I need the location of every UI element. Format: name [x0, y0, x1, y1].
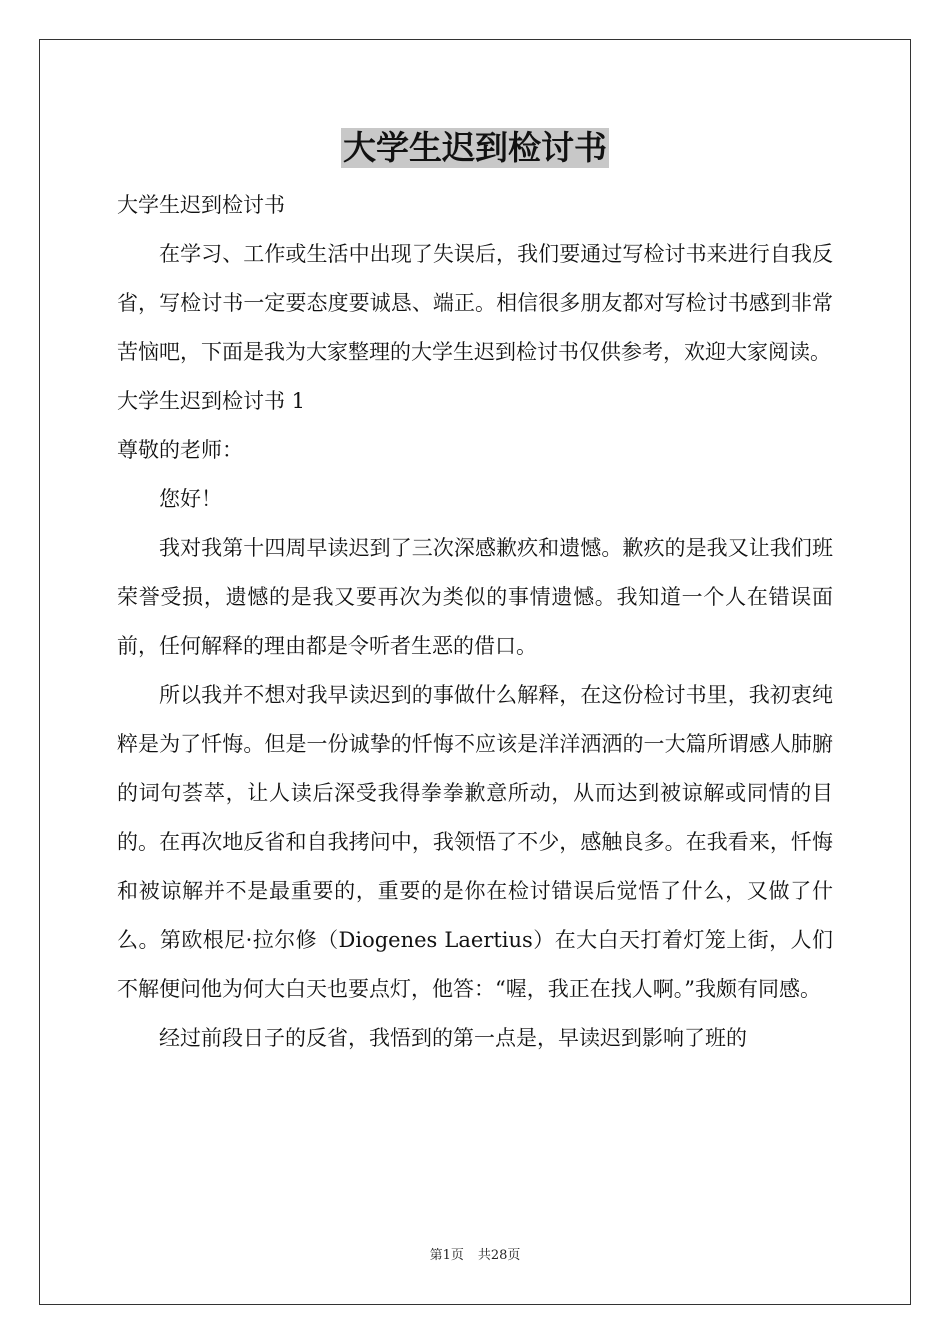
paragraph: 我对我第十四周早读迟到了三次深感歉疚和遗憾。歉疚的是我又让我们班荣誉受损，遗憾的是我又要再次为类似的事情遗憾。我知道一个人在错误面前，任何解释的理由都是令听者生恶的借口。	[117, 536, 833, 658]
paragraph: 在学习、工作或生活中出现了失误后，我们要通过写检讨书来进行自我反省，写检讨书一定要态度要诚恳、端正。相信很多朋友都对写检讨书感到非常苦恼吧，下面是我为大家整理的大学生迟到检讨书仅供参考，欢迎大家阅读。	[117, 242, 833, 364]
document-body	[117, 181, 833, 1063]
paragraph: 所以我并不想对我早读迟到的事做什么解释，在这份检讨书里，我初衷纯粹是为了忏悔。但是一份诚挚的忏悔不应该是洋洋洒洒的一大篇所谓感人肺腑的词句荟萃，让人读后深受我得拳拳歉意所动，从而达到被谅解或同情的目的。在再次地反省和自我拷问中，我领悟了不少，感触良多。在我看来，忏悔和被谅解并不是最重要的，重要的是你在检讨错误后觉悟了什么，又做了什么。第欧根尼·拉尔修（Diogenes Laertius）在大白天打着灯笼上街，人们不解便问他为何大白天也要点灯，他答：“喔，我正在找人啊。”我颇有同感。	[117, 683, 833, 1001]
title-container	[0, 128, 950, 168]
salutation: 尊敬的老师：	[117, 438, 243, 462]
greeting: 您好！	[159, 487, 222, 511]
page-number: 第1页	[429, 1248, 464, 1263]
document-title: 大学生迟到检讨书	[343, 128, 607, 167]
page-footer	[0, 1247, 950, 1265]
page-total: 共28页	[477, 1248, 521, 1263]
paragraph: 经过前段日子的反省，我悟到的第一点是，早读迟到影响了班的	[159, 1026, 747, 1050]
paragraph: 大学生迟到检讨书	[117, 193, 285, 217]
section-heading: 大学生迟到检讨书 1	[117, 389, 306, 413]
